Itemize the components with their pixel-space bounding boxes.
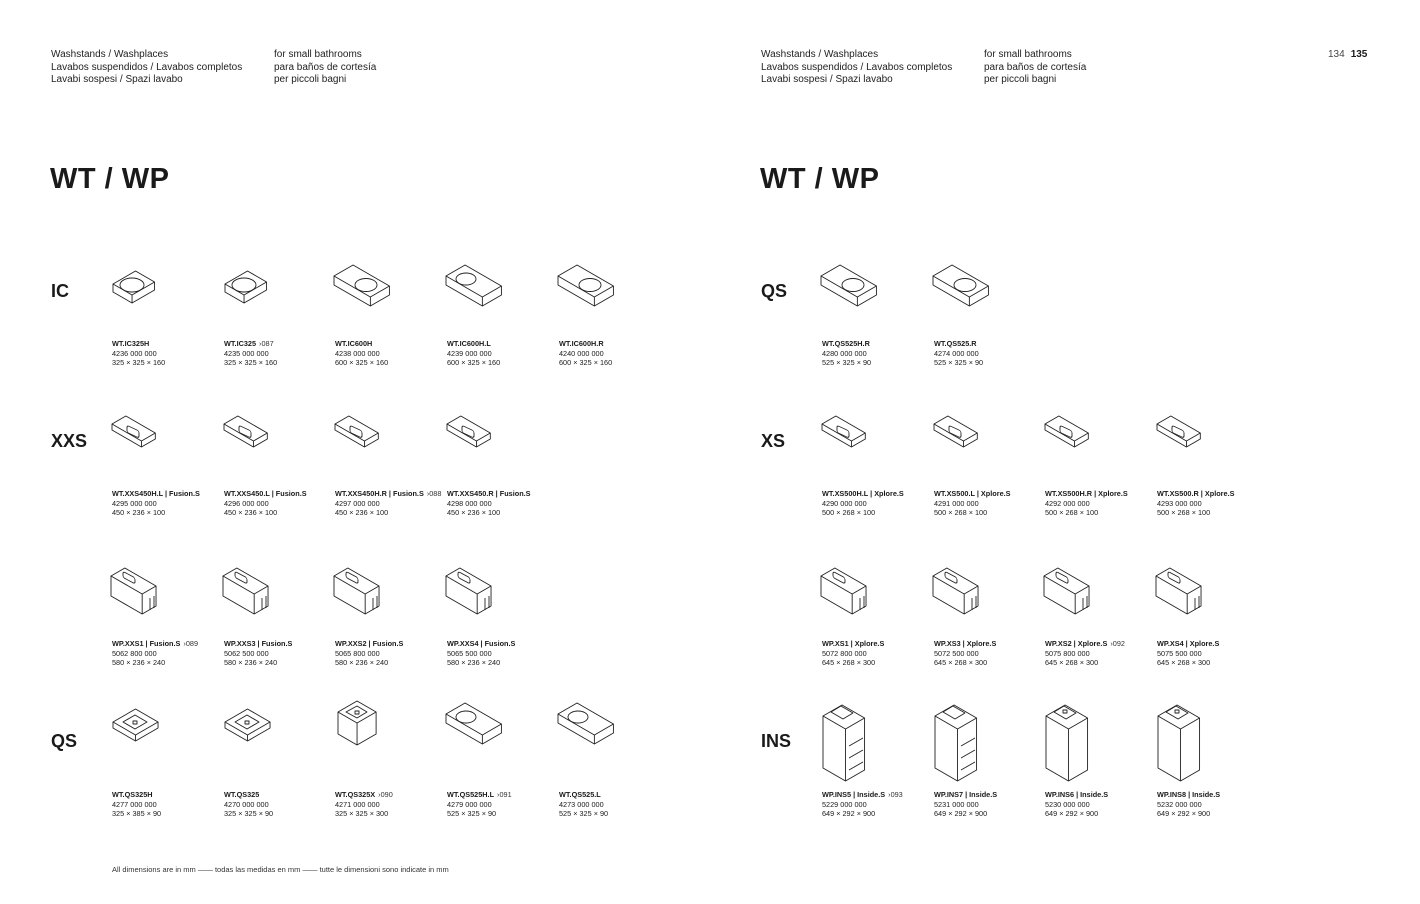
- product-name: WT.QS525.R: [934, 339, 977, 348]
- product-code: 4297 000 000: [335, 498, 380, 508]
- product-dimensions: 525 × 325 × 90: [934, 358, 984, 368]
- basin-long-left-icon: [444, 262, 506, 344]
- product-code: 5062 800 000: [112, 648, 157, 658]
- product-code: 4292 000 000: [1045, 498, 1090, 508]
- washplace-block-icon: [819, 562, 881, 644]
- product-caption: [934, 339, 983, 368]
- basin-round-icon: [221, 262, 283, 344]
- basin-long-right-icon: [931, 262, 993, 344]
- washplace-tall-closed-icon: [1042, 700, 1104, 782]
- product-dimensions: 450 × 236 × 100: [112, 508, 166, 518]
- product-name: WP.XXS2 | Fusion.S: [335, 639, 404, 648]
- page-reference[interactable]: ›089: [183, 639, 199, 648]
- product-caption: [934, 639, 996, 668]
- product-name: WT.XS500.L | Xplore.S: [934, 489, 1011, 498]
- product-caption: [335, 790, 393, 819]
- basin-slim-icon: [332, 412, 394, 494]
- washplace-block-icon: [1154, 562, 1216, 644]
- product-name: WT.QS525.L: [559, 790, 601, 799]
- product-caption: [559, 790, 608, 819]
- product-code: 4279 000 000: [447, 799, 492, 809]
- product-caption: [1045, 790, 1108, 819]
- basin-slim-icon: [931, 412, 993, 494]
- product-dimensions: 500 × 268 × 100: [934, 508, 988, 518]
- series-label: IC: [51, 281, 69, 301]
- product-name: WT.IC600H.L: [447, 339, 491, 348]
- product-code: 5065 500 000: [447, 648, 492, 658]
- product-caption: [447, 790, 512, 819]
- product-caption: [1157, 639, 1219, 668]
- product-caption: [224, 339, 277, 368]
- product-name: WP.INS8 | Inside.S: [1157, 790, 1221, 799]
- product-caption: [1157, 790, 1220, 819]
- product-code: 4293 000 000: [1157, 498, 1202, 508]
- product-code: 4295 000 000: [112, 498, 157, 508]
- page-title-right: WT / WP: [760, 163, 880, 195]
- product-caption: [112, 790, 161, 819]
- product-code: 4291 000 000: [934, 498, 979, 508]
- header-line: Lavabi sospesi / Spazi lavabo: [761, 74, 893, 85]
- page-number-current: 135: [1350, 49, 1368, 60]
- product-caption: [112, 339, 165, 368]
- product-code: 5075 800 000: [1045, 648, 1090, 658]
- product-code: 4270 000 000: [224, 799, 269, 809]
- product-name: WT.QS525H.L: [447, 790, 495, 799]
- washplace-tall-shelves-icon: [931, 700, 993, 782]
- product-dimensions: 525 × 325 × 90: [822, 358, 872, 368]
- page-reference[interactable]: ›090: [378, 790, 393, 799]
- product-caption: [224, 639, 292, 668]
- header-line: Lavabi sospesi / Spazi lavabo: [51, 74, 183, 85]
- header-purpose-right: [984, 49, 1086, 87]
- product-name: WT.QS325X: [335, 790, 376, 799]
- basin-long-right-icon: [819, 262, 881, 344]
- basin-square-icon: [109, 700, 171, 782]
- header-category-right: [761, 49, 952, 87]
- product-caption: [112, 489, 200, 518]
- product-code: 4296 000 000: [224, 498, 269, 508]
- product-code: 4274 000 000: [934, 348, 979, 358]
- product-caption: [1045, 639, 1125, 668]
- product-name: WP.XXS3 | Fusion.S: [224, 639, 293, 648]
- product-code: 5062 500 000: [224, 648, 269, 658]
- product-name: WP.XS2 | Xplore.S: [1045, 639, 1108, 648]
- header-line: for small bathrooms: [984, 49, 1072, 60]
- basin-slim-icon: [109, 412, 171, 494]
- basin-slim-icon: [221, 412, 283, 494]
- product-name: WP.INS6 | Inside.S: [1045, 790, 1109, 799]
- product-dimensions: 649 × 292 × 900: [1157, 809, 1211, 819]
- product-code: 4271 000 000: [335, 799, 380, 809]
- product-name: WT.XS500H.R | Xplore.S: [1045, 489, 1128, 498]
- product-name: WT.IC600H.R: [559, 339, 604, 348]
- product-dimensions: 450 × 236 × 100: [335, 508, 389, 518]
- page-reference[interactable]: ›091: [497, 790, 512, 799]
- product-name: WP.XS4 | Xplore.S: [1157, 639, 1220, 648]
- product-caption: [224, 790, 273, 819]
- header-line: Lavabos suspendidos / Lavabos completos: [51, 61, 243, 73]
- product-dimensions: 325 × 325 × 160: [112, 358, 166, 368]
- basin-long-right-icon: [556, 262, 618, 344]
- basin-cube-icon: [332, 700, 394, 782]
- washplace-block-icon: [221, 562, 283, 644]
- page-number-previous: 134: [1328, 49, 1345, 60]
- product-name: WT.QS525H.R: [822, 339, 870, 348]
- product-dimensions: 325 × 325 × 300: [335, 809, 389, 819]
- washplace-block-icon: [931, 562, 993, 644]
- product-name: WT.XXS450.R | Fusion.S: [447, 489, 531, 498]
- product-code: 4290 000 000: [822, 498, 867, 508]
- product-dimensions: 580 × 236 × 240: [447, 658, 501, 668]
- page-title-left: WT / WP: [50, 163, 170, 195]
- basin-round-icon: [109, 262, 171, 344]
- product-dimensions: 500 × 268 × 100: [1157, 508, 1211, 518]
- product-dimensions: 645 × 268 × 300: [822, 658, 876, 668]
- product-caption: [934, 790, 997, 819]
- product-code: 5072 800 000: [822, 648, 867, 658]
- product-caption: [335, 489, 441, 518]
- product-name: WP.XS1 | Xplore.S: [822, 639, 885, 648]
- product-code: 5065 800 000: [335, 648, 380, 658]
- basin-slim-icon: [1154, 412, 1216, 494]
- washplace-block-icon: [1042, 562, 1104, 644]
- product-dimensions: 645 × 268 × 300: [1045, 658, 1099, 668]
- product-code: 5230 000 000: [1045, 799, 1090, 809]
- product-dimensions: 580 × 236 × 240: [112, 658, 166, 668]
- header-line: Lavabos suspendidos / Lavabos completos: [761, 61, 953, 73]
- header-line: for small bathrooms: [274, 49, 362, 60]
- product-name: WP.INS5 | Inside.S: [822, 790, 886, 799]
- header-line: per piccoli bagni: [984, 74, 1057, 85]
- product-caption: [447, 339, 500, 368]
- product-name: WP.XXS1 | Fusion.S: [112, 639, 181, 648]
- product-code: 5232 000 000: [1157, 799, 1202, 809]
- page-reference[interactable]: ›087: [259, 339, 274, 348]
- page-numbers: [1328, 49, 1367, 62]
- washplace-block-icon: [332, 562, 394, 644]
- product-code: 5072 500 000: [934, 648, 979, 658]
- product-dimensions: 600 × 325 × 160: [335, 358, 389, 368]
- product-name: WT.XXS450H.L | Fusion.S: [112, 489, 200, 498]
- product-code: 5075 500 000: [1157, 648, 1202, 658]
- product-caption: [112, 639, 198, 668]
- washplace-tall-closed-icon: [1154, 700, 1216, 782]
- product-name: WT.XS500H.L | Xplore.S: [822, 489, 904, 498]
- product-caption: [335, 339, 388, 368]
- washplace-tall-shelves-icon: [819, 700, 881, 782]
- product-dimensions: 500 × 268 × 100: [1045, 508, 1099, 518]
- series-label: XXS: [51, 431, 88, 451]
- product-dimensions: 525 × 325 × 90: [447, 809, 497, 819]
- page-reference[interactable]: ›092: [1110, 639, 1125, 648]
- product-caption: [224, 489, 307, 518]
- product-caption: [335, 639, 403, 668]
- footer-note: All dimensions are in mm —— todas las medidas en mm —— tutte le dimensioni sono indicate in mm: [112, 865, 449, 874]
- product-name: WT.QS325H: [112, 790, 153, 799]
- product-dimensions: 649 × 292 × 900: [1045, 809, 1099, 819]
- basin-slim-icon: [819, 412, 881, 494]
- product-dimensions: 580 × 236 × 240: [224, 658, 278, 668]
- product-dimensions: 600 × 325 × 160: [447, 358, 501, 368]
- product-dimensions: 325 × 325 × 160: [224, 358, 278, 368]
- series-label: XS: [761, 431, 786, 451]
- header-line: Washstands / Washplaces: [51, 49, 169, 60]
- header-line: para baños de cortesía: [984, 61, 1087, 73]
- basin-long-left-icon: [556, 700, 618, 782]
- product-dimensions: 600 × 325 × 160: [559, 358, 613, 368]
- page-reference[interactable]: ›093: [888, 790, 903, 799]
- basin-slim-icon: [1042, 412, 1104, 494]
- product-dimensions: 325 × 385 × 90: [112, 809, 162, 819]
- product-name: WT.IC325: [224, 339, 257, 348]
- product-dimensions: 450 × 236 × 100: [224, 508, 278, 518]
- series-label: QS: [761, 281, 788, 301]
- basin-long-left-icon: [444, 700, 506, 782]
- product-name: WT.XXS450.L | Fusion.S: [224, 489, 307, 498]
- product-name: WT.IC325H: [112, 339, 150, 348]
- header-line: para baños de cortesía: [274, 61, 377, 73]
- product-code: 4239 000 000: [447, 348, 492, 358]
- product-dimensions: 325 × 325 × 90: [224, 809, 274, 819]
- basin-slim-icon: [444, 412, 506, 494]
- product-caption: [822, 639, 884, 668]
- product-code: 4235 000 000: [224, 348, 269, 358]
- washplace-block-icon: [444, 562, 506, 644]
- product-code: 4236 000 000: [112, 348, 157, 358]
- basin-long-right-icon: [332, 262, 394, 344]
- product-dimensions: 500 × 268 × 100: [822, 508, 876, 518]
- product-dimensions: 450 × 236 × 100: [447, 508, 501, 518]
- product-code: 4277 000 000: [112, 799, 157, 809]
- product-code: 4298 000 000: [447, 498, 492, 508]
- header-line: per piccoli bagni: [274, 74, 347, 85]
- product-dimensions: 580 × 236 × 240: [335, 658, 389, 668]
- product-name: WT.XS500.R | Xplore.S: [1157, 489, 1235, 498]
- product-code: 4238 000 000: [335, 348, 380, 358]
- header-line: Washstands / Washplaces: [761, 49, 879, 60]
- product-dimensions: 649 × 292 × 900: [822, 809, 876, 819]
- product-caption: [447, 489, 531, 518]
- header-purpose-left: [274, 49, 376, 87]
- basin-square-icon: [221, 700, 283, 782]
- product-caption: [822, 790, 903, 819]
- product-caption: [934, 489, 1011, 518]
- product-code: 4240 000 000: [559, 348, 604, 358]
- product-name: WT.IC600H: [335, 339, 373, 348]
- product-caption: [822, 489, 904, 518]
- product-name: WP.INS7 | Inside.S: [934, 790, 998, 799]
- series-label: QS: [51, 731, 78, 751]
- product-code: 5229 000 000: [822, 799, 867, 809]
- product-name: WP.XS3 | Xplore.S: [934, 639, 997, 648]
- product-code: 4273 000 000: [559, 799, 604, 809]
- product-code: 5231 000 000: [934, 799, 979, 809]
- product-name: WP.XXS4 | Fusion.S: [447, 639, 516, 648]
- product-code: 4280 000 000: [822, 348, 867, 358]
- header-category-left: [51, 49, 242, 87]
- page-reference[interactable]: ›088: [426, 489, 442, 498]
- product-caption: [1045, 489, 1128, 518]
- product-name: WT.XXS450H.R | Fusion.S: [335, 489, 424, 498]
- product-dimensions: 645 × 268 × 300: [1157, 658, 1211, 668]
- product-dimensions: 649 × 292 × 900: [934, 809, 988, 819]
- product-caption: [822, 339, 871, 368]
- product-dimensions: 645 × 268 × 300: [934, 658, 988, 668]
- product-caption: [559, 339, 612, 368]
- series-label: INS: [761, 731, 792, 751]
- product-name: WT.QS325: [224, 790, 260, 799]
- product-caption: [447, 639, 515, 668]
- product-dimensions: 525 × 325 × 90: [559, 809, 609, 819]
- product-caption: [1157, 489, 1234, 518]
- washplace-block-icon: [109, 562, 171, 644]
